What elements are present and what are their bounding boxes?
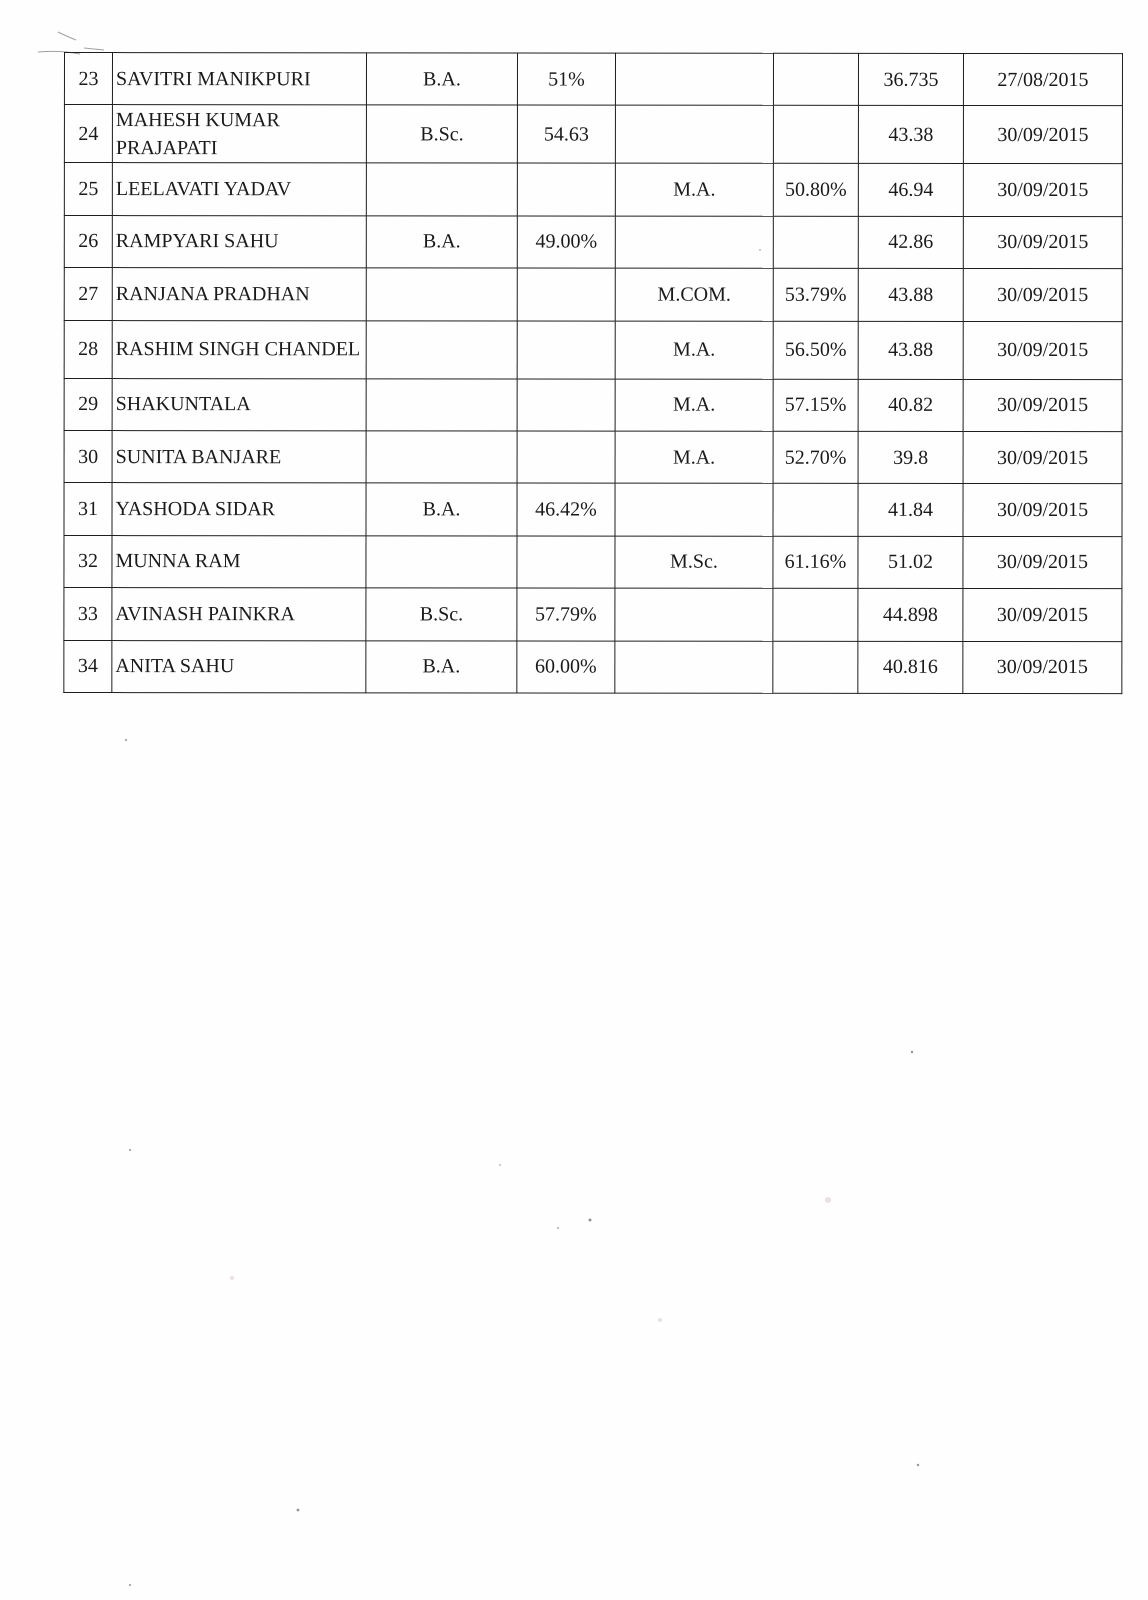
graduation-percent xyxy=(517,268,615,320)
candidate-name: MUNNA RAM xyxy=(112,535,366,588)
score: 39.8 xyxy=(858,431,963,484)
graduation-degree: B.Sc. xyxy=(366,105,517,163)
postgraduate-degree xyxy=(615,216,773,269)
score: 36.735 xyxy=(858,53,963,106)
score: 44.898 xyxy=(858,588,963,641)
postgraduate-degree xyxy=(615,53,773,106)
table-row xyxy=(64,268,1122,321)
graduation-percent xyxy=(517,379,615,431)
table-row xyxy=(64,215,1122,268)
candidate-name: SAVITRI MANIKPURI xyxy=(112,53,366,106)
postgraduate-percent: 61.16% xyxy=(773,536,858,588)
postgraduate-degree: M.Sc. xyxy=(615,536,773,589)
postgraduate-degree: M.COM. xyxy=(615,268,773,321)
graduation-degree: B.Sc. xyxy=(366,588,517,641)
date: 30/09/2015 xyxy=(963,269,1122,322)
date: 30/09/2015 xyxy=(963,321,1122,379)
records-table xyxy=(63,52,1123,694)
candidate-name: AVINASH PAINKRA xyxy=(112,588,366,641)
graduation-degree: B.A. xyxy=(366,53,517,106)
candidate-name: YASHODA SIDAR xyxy=(112,483,366,536)
postgraduate-percent xyxy=(773,641,858,693)
postgraduate-degree xyxy=(615,588,773,641)
candidate-name: RAMPYARI SAHU xyxy=(112,215,366,268)
postgraduate-degree: M.A. xyxy=(615,379,773,432)
graduation-percent: 54.63 xyxy=(517,105,615,163)
postgraduate-degree xyxy=(615,641,773,694)
postgraduate-percent: 57.15% xyxy=(773,379,858,431)
row-number: 24 xyxy=(64,105,112,163)
table-row xyxy=(64,535,1122,588)
table-row xyxy=(64,320,1122,379)
row-number: 23 xyxy=(64,53,112,105)
graduation-degree xyxy=(366,378,517,431)
date: 30/09/2015 xyxy=(963,106,1122,164)
graduation-percent xyxy=(517,163,615,215)
date: 30/09/2015 xyxy=(963,164,1122,217)
graduation-degree xyxy=(366,431,517,484)
date: 27/08/2015 xyxy=(963,53,1122,106)
postgraduate-percent xyxy=(773,484,858,536)
row-number: 25 xyxy=(64,163,112,215)
date: 30/09/2015 xyxy=(963,484,1122,537)
score: 40.816 xyxy=(858,641,963,694)
graduation-degree: B.A. xyxy=(366,216,517,269)
postgraduate-degree: M.A. xyxy=(615,163,773,216)
postgraduate-percent: 53.79% xyxy=(773,268,858,320)
graduation-degree xyxy=(366,268,517,321)
table-row xyxy=(64,483,1122,536)
table-row xyxy=(64,588,1122,641)
date: 30/09/2015 xyxy=(963,216,1122,269)
table-row xyxy=(64,430,1122,483)
graduation-percent: 49.00% xyxy=(517,216,615,268)
graduation-percent: 57.79% xyxy=(517,588,615,640)
graduation-percent: 60.00% xyxy=(517,640,615,692)
postgraduate-degree xyxy=(615,483,773,536)
postgraduate-percent xyxy=(773,53,858,105)
score: 51.02 xyxy=(858,536,963,589)
score: 41.84 xyxy=(858,484,963,537)
postgraduate-degree xyxy=(615,105,773,163)
graduation-degree xyxy=(366,320,517,378)
candidate-name: RANJANA PRADHAN xyxy=(112,268,366,321)
score: 42.86 xyxy=(858,216,963,269)
graduation-degree: B.A. xyxy=(366,640,517,693)
row-number: 28 xyxy=(64,320,112,378)
row-number: 26 xyxy=(64,215,112,267)
candidate-name: MAHESH KUMAR PRAJAPATI xyxy=(112,105,366,163)
graduation-percent: 46.42% xyxy=(517,483,615,535)
postgraduate-percent: 56.50% xyxy=(773,321,858,379)
postgraduate-percent: 52.70% xyxy=(773,431,858,483)
table-row xyxy=(64,163,1122,216)
table-row xyxy=(64,53,1122,106)
date: 30/09/2015 xyxy=(963,589,1122,642)
graduation-degree: B.A. xyxy=(366,483,517,536)
postgraduate-degree: M.A. xyxy=(615,431,773,484)
score: 43.38 xyxy=(858,106,963,164)
score: 43.88 xyxy=(858,321,963,379)
graduation-percent xyxy=(517,431,615,483)
postgraduate-percent xyxy=(773,106,858,164)
candidate-name: ANITA SAHU xyxy=(112,640,366,693)
date: 30/09/2015 xyxy=(963,641,1122,694)
score: 46.94 xyxy=(858,164,963,217)
score: 40.82 xyxy=(858,379,963,432)
table-row xyxy=(64,105,1122,164)
row-number: 30 xyxy=(64,430,112,482)
graduation-percent xyxy=(517,321,615,379)
postgraduate-percent: 50.80% xyxy=(773,164,858,216)
graduation-degree xyxy=(366,536,517,589)
graduation-percent xyxy=(517,536,615,588)
row-number: 29 xyxy=(64,378,112,430)
candidate-name: SHAKUNTALA xyxy=(112,378,366,431)
row-number: 33 xyxy=(64,588,112,640)
row-number: 32 xyxy=(64,535,112,587)
postgraduate-degree: M.A. xyxy=(615,321,773,379)
table-row xyxy=(64,640,1122,693)
graduation-percent: 51% xyxy=(517,53,615,105)
date: 30/09/2015 xyxy=(963,379,1122,432)
graduation-degree xyxy=(366,163,517,216)
row-number: 31 xyxy=(64,483,112,535)
date: 30/09/2015 xyxy=(963,431,1122,484)
candidate-name: RASHIM SINGH CHANDEL xyxy=(112,320,366,378)
postgraduate-percent xyxy=(773,588,858,640)
candidate-name: SUNITA BANJARE xyxy=(112,431,366,484)
postgraduate-percent xyxy=(773,216,858,268)
score: 43.88 xyxy=(858,269,963,322)
row-number: 27 xyxy=(64,268,112,320)
table-row xyxy=(64,378,1122,431)
date: 30/09/2015 xyxy=(963,536,1122,589)
candidate-name: LEELAVATI YADAV xyxy=(112,163,366,216)
row-number: 34 xyxy=(64,640,112,692)
